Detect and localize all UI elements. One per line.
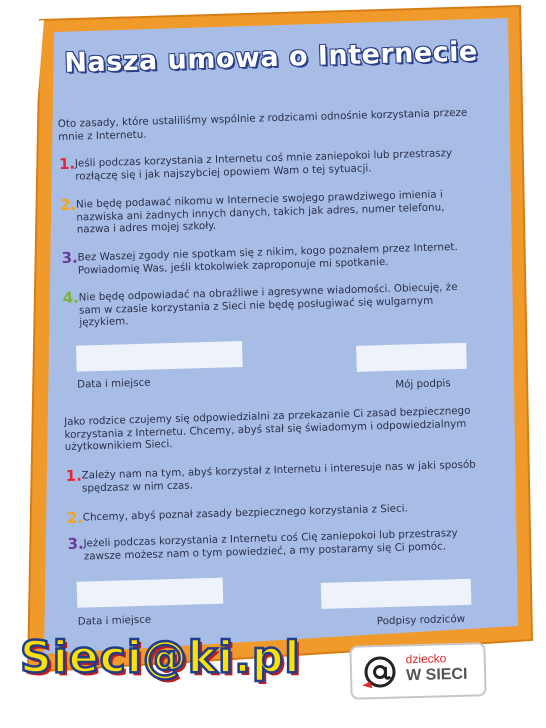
- page-title: Nasza umowa o Internecie: [63, 36, 479, 79]
- agreement-panel: [35, 22, 522, 663]
- rule-text: Jeśli podczas korzystania z Internetu coś mnie zaniepokoi lub przestraszy rozłączę się i jak najszybciej opowiem Wam o tej sytuacji.: [74, 147, 453, 183]
- my-signature-field[interactable]: [356, 343, 467, 372]
- rule-number: 4.: [62, 288, 80, 308]
- rule-number: 2.: [59, 195, 77, 215]
- rule-text: Nie będę odpowiadać na obraźliwe i agresywne wiadomości. Obiecuję, że sam w czasie korzystania z Sieci nie będę posługiwać się wulgarnym językiem.: [78, 280, 458, 329]
- rule-number: 1.: [58, 154, 76, 174]
- child-rule-4: [62, 280, 483, 329]
- parents-signature-field[interactable]: [321, 579, 472, 609]
- rule-text: Zależy nam na tym, abyś korzystał z Internetu i interesuje nas w jaki sposób spędzasz w nim czas.: [81, 458, 476, 495]
- rule-number: 2.: [66, 508, 84, 527]
- dziecko-text: dziecko: [405, 651, 447, 667]
- parents-intro-text: Jako rodzice czujemy się odpowiedzialni za przekazanie Ci zasad bezpiecznego korzystania z Internetu. Chcemy, abyś stał się świadomym i odpowiedzialnym użytkownikiem Sieci.: [63, 404, 471, 454]
- date-place-field[interactable]: [76, 341, 243, 372]
- rule-text: Chcemy, abyś poznał zasady bezpiecznego korzystania z Sieci.: [82, 502, 408, 524]
- rule-text: Bez Waszej zgody nie spotkam się z nikim, kogo poznałem przez Internet. Powiadomię Was, jeśli ktokolwiek zaproponuje mi spotkanie.: [77, 240, 458, 277]
- my-signature-label: Mój podpis: [395, 377, 451, 391]
- rule-number: 3.: [67, 534, 84, 553]
- parent-rule-2: [66, 500, 487, 527]
- rule-text: Jeżeli podczas korzystania z Internetu coś Cię zaniepokoi lub przestraszy zawsze możesz nam o tym powiedzieć, a my postaramy się Ci pomóc.: [83, 527, 458, 563]
- date-place-label-parents: Data i miejsce: [77, 613, 152, 628]
- sieciaki-logo: Sieci@ki.pl: [20, 632, 301, 683]
- intro-text: Oto zasady, które ustaliliśmy wspólnie z rodzicami odnośnie korzystania przeze mnie z Internetu.: [57, 106, 468, 143]
- w-sieci-text: W SIECI: [405, 665, 468, 685]
- date-place-field-parents[interactable]: [77, 578, 224, 608]
- parent-rule-3: [67, 526, 487, 563]
- footer-logos: [0, 612, 546, 728]
- parents-signature-label: Podpisy rodziców: [376, 612, 466, 628]
- child-rule-3: [61, 240, 481, 277]
- rule-number: 3.: [61, 248, 78, 268]
- rule-number: 1.: [65, 466, 83, 486]
- date-place-label: Data i miejsce: [76, 376, 151, 391]
- child-rule-2: [59, 187, 480, 236]
- at-sign-icon: [360, 654, 401, 689]
- parent-rule-1: [65, 458, 485, 495]
- dziecko-w-sieci-logo: [349, 642, 486, 700]
- child-rule-1: [58, 146, 479, 183]
- rule-text: Nie będę podawać nikomu w Internecie swojego prawdziwego imienia i nazwiska ani żadnych innych danych, takich jak adres, numer telefonu, nazwa i adres mojej szkoły.: [75, 188, 445, 236]
